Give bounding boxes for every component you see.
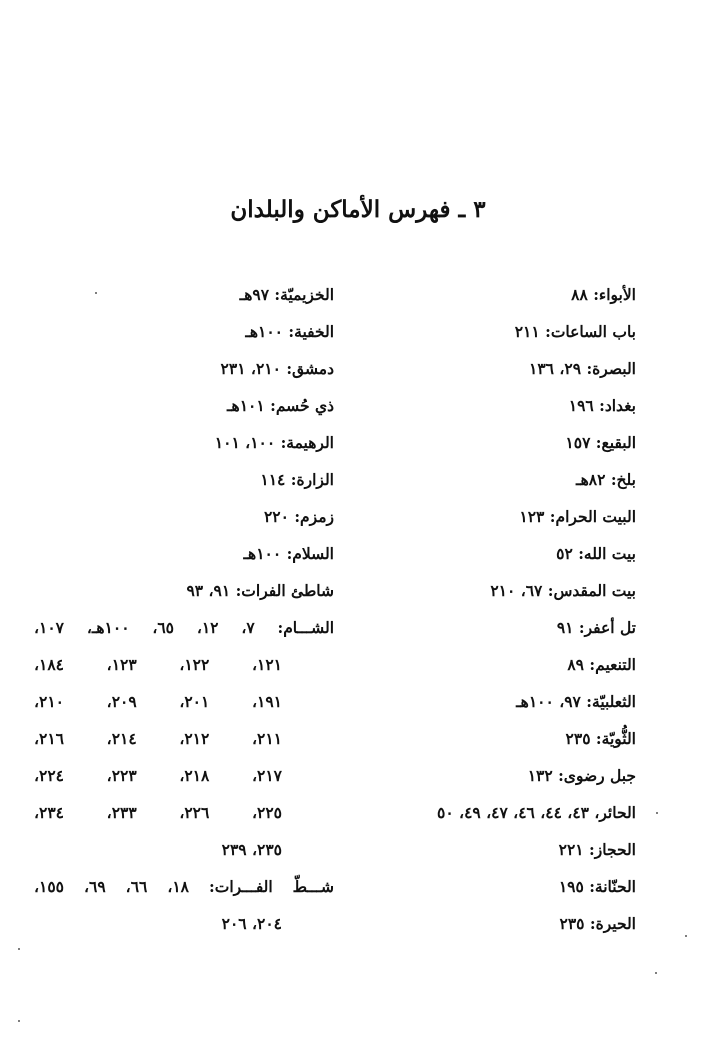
index-column-right [336,280,636,946]
index-entry: جبل رضوى: ١٣٢ [527,766,636,785]
scan-speck [656,812,658,814]
index-entry: بيت المقدس: ٦٧، ٢١٠ [490,581,636,600]
index-entry-continuation: ٢١٧، ٢١٨، ٢٢٣، ٢٢٤، [34,766,283,785]
index-entry: شاطئ الفرات: ٩١، ٩٣ [186,581,334,600]
index-entry-continuation: ٢٠٤، ٢٠٦ [221,914,282,933]
page-title: ٣ ـ فهرس الأماكن والبلدان [230,196,486,223]
index-entry: زمزم: ٢٢٠ [263,507,334,526]
index-entry-continuation: ١٢١، ١٢٢، ١٢٣، ١٨٤، [34,655,283,674]
index-entry: البصرة: ٢٩، ١٣٦ [529,359,636,378]
index-entry: الرهيمة: ١٠٠، ١٠١ [214,433,334,452]
index-entry: البيت الحرام: ١٢٣ [519,507,636,526]
index-entry: باب الساعات: ٢١١ [514,322,636,341]
index-entry: دمشق: ٢١٠، ٢٣١ [220,359,334,378]
scan-speck [655,972,657,974]
index-entry: الحنّانة: ١٩٥ [558,877,636,896]
index-entry: الزارة: ١١٤ [260,470,334,489]
index-entry: ذي حُسم: ١٠١هـ [227,396,334,415]
scan-speck [685,935,687,937]
index-entry: شـــطّ الفـــرات: ١٨، ٦٦، ٦٩، ١٥٥، [34,877,335,896]
index-entry: بيت الله: ٥٢ [556,544,636,563]
index-column-left [34,280,334,946]
index-entry: بلخ: ٨٢هـ [576,470,636,489]
index-entry: الثُّويّة: ٢٣٥ [565,729,636,748]
index-entry: بغداد: ١٩٦ [568,396,636,415]
scan-speck [18,1020,20,1022]
index-entry: الحائر، ٤٣، ٤٤، ٤٦، ٤٧، ٤٩، ٥٠ [437,803,636,822]
index-entry: التنعيم: ٨٩ [567,655,636,674]
scan-speck [95,292,97,294]
index-entry-continuation: ٢٢٥، ٢٢٦، ٢٣٣، ٢٣٤، [34,803,283,822]
index-entry: الحجاز: ٢٢١ [558,840,636,859]
index-entry: تل أعفر: ٩١ [556,618,636,637]
index-entry: الخزيميّة: ٩٧هـ [239,285,334,304]
index-entry-continuation: ٢٣٥، ٢٣٩ [221,840,282,859]
index-entry: الحيرة: ٢٣٥ [559,914,636,933]
index-entry-continuation: ١٩١، ٢٠١، ٢٠٩، ٢١٠، [34,692,283,711]
index-entry: البقيع: ١٥٧ [565,433,636,452]
index-entry: الثعلبيّة: ٩٧، ١٠٠هـ [516,692,636,711]
scan-speck [18,948,20,950]
index-entry: السلام: ١٠٠هـ [243,544,334,563]
index-entry: الأبواء: ٨٨ [571,285,636,304]
index-entry: الخفية: ١٠٠هـ [245,322,334,341]
index-entry: الشـــام: ٧، ١٢، ٦٥، ١٠٠هـ، ١٠٧، [34,618,334,637]
index-entry-continuation: ٢١١، ٢١٢، ٢١٤، ٢١٦، [34,729,283,748]
